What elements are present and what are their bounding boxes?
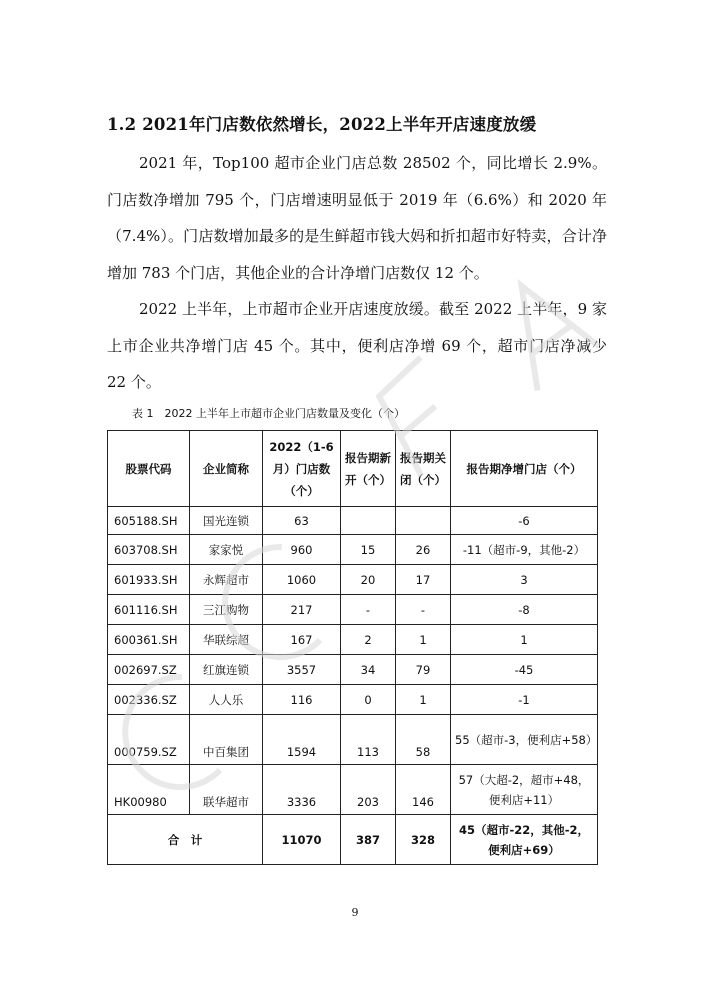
- cell-code: 600361.SH: [108, 625, 190, 655]
- cell-opened: 0: [341, 685, 396, 715]
- table-row: [108, 625, 598, 655]
- table-row: [108, 565, 598, 595]
- cell-name: 中百集团: [190, 715, 263, 765]
- cell-closed: 146: [396, 765, 451, 815]
- cell-opened: 2: [341, 625, 396, 655]
- cell-code: 605188.SH: [108, 507, 190, 535]
- table-row: [108, 507, 598, 535]
- cell-name: 国光连锁: [190, 507, 263, 535]
- header-company-name: 企业简称: [190, 431, 263, 507]
- cell-closed: 1: [396, 685, 451, 715]
- total-stores: 11070: [263, 815, 341, 865]
- cell-stores: 217: [263, 595, 341, 625]
- cell-net: -6: [451, 507, 598, 535]
- cell-stores: 1060: [263, 565, 341, 595]
- cell-code: 002697.SZ: [108, 655, 190, 685]
- total-label: 合 计: [108, 815, 263, 865]
- cell-stores: 3557: [263, 655, 341, 685]
- cell-opened: 15: [341, 535, 396, 565]
- cell-opened: -: [341, 595, 396, 625]
- cell-code: 002336.SZ: [108, 685, 190, 715]
- cell-net: 1: [451, 625, 598, 655]
- header-net-change: 报告期净增门店（个）: [451, 431, 598, 507]
- cell-closed: 58: [396, 715, 451, 765]
- store-count-table: [107, 430, 598, 865]
- cell-name: 人人乐: [190, 685, 263, 715]
- cell-name: 三江购物: [190, 595, 263, 625]
- cell-closed: 79: [396, 655, 451, 685]
- cell-code: 601116.SH: [108, 595, 190, 625]
- cell-code: 601933.SH: [108, 565, 190, 595]
- cell-opened: 113: [341, 715, 396, 765]
- cell-name: 红旗连锁: [190, 655, 263, 685]
- cell-net: -45: [451, 655, 598, 685]
- header-store-count: 2022（1-6月）门店数（个）: [263, 431, 341, 507]
- table-row: [108, 765, 598, 815]
- cell-net: 57（大超-2，超市+48，便利店+11）: [451, 765, 598, 815]
- cell-opened: 20: [341, 565, 396, 595]
- paragraph-1-text: 2021 年，Top100 超市企业门店总数 28502 个，同比增长 2.9%。门店数净增加 795 个，门店增速明显低于 2019 年（6.6%）和 2020 年（7.4%）。门店数增加最多的是生鲜超市钱大妈和折扣超市好特卖，合计净增加 783 个门店，其他企业的合计净增门店数仅 12 个。: [107, 154, 607, 282]
- cell-closed: 26: [396, 535, 451, 565]
- header-opened: 报告期新开（个）: [341, 431, 396, 507]
- cell-opened: 203: [341, 765, 396, 815]
- table-caption: 表 1 2022 上半年上市超市企业门店数量及变化（个）: [132, 407, 405, 420]
- cell-stores: 1594: [263, 715, 341, 765]
- table-total-row: [108, 815, 598, 865]
- page-number: 9: [351, 906, 359, 919]
- paragraph-2: [107, 291, 607, 401]
- header-closed: 报告期关闭（个）: [396, 431, 451, 507]
- cell-closed: 1: [396, 625, 451, 655]
- total-closed: 328: [396, 815, 451, 865]
- total-opened: 387: [341, 815, 396, 865]
- table-row: [108, 655, 598, 685]
- cell-stores: 167: [263, 625, 341, 655]
- cell-net: -1: [451, 685, 598, 715]
- cell-code: 603708.SH: [108, 535, 190, 565]
- cell-stores: 63: [263, 507, 341, 535]
- table-row: [108, 595, 598, 625]
- cell-closed: 17: [396, 565, 451, 595]
- paragraph-1: [107, 145, 607, 291]
- cell-stores: 116: [263, 685, 341, 715]
- cell-name: 联华超市: [190, 765, 263, 815]
- cell-name: 华联综超: [190, 625, 263, 655]
- header-stock-code: 股票代码: [108, 431, 190, 507]
- cell-stores: 960: [263, 535, 341, 565]
- cell-name: 永辉超市: [190, 565, 263, 595]
- cell-stores: 3336: [263, 765, 341, 815]
- cell-net: -8: [451, 595, 598, 625]
- cell-closed: -: [396, 595, 451, 625]
- cell-name: 家家悦: [190, 535, 263, 565]
- total-net: 45（超市-22，其他-2，便利店+69）: [451, 815, 598, 865]
- cell-code: HK00980: [108, 765, 190, 815]
- paragraph-2-text: 2022 上半年，上市超市企业开店速度放缓。截至 2022 上半年，9 家上市企业共净增门店 45 个。其中，便利店净增 69 个，超市门店净减少 22 个。: [107, 300, 607, 391]
- cell-net: 55（超市-3，便利店+58）: [451, 715, 598, 765]
- cell-opened: [341, 507, 396, 535]
- cell-opened: 34: [341, 655, 396, 685]
- cell-closed: [396, 507, 451, 535]
- cell-net: -11（超市-9，其他-2）: [451, 535, 598, 565]
- cell-code: 000759.SZ: [108, 715, 190, 765]
- table-row: [108, 535, 598, 565]
- cell-net: 3: [451, 565, 598, 595]
- table-row: [108, 715, 598, 765]
- table-row: [108, 685, 598, 715]
- section-heading: 1.2 2021年门店数依然增长，2022上半年开店速度放缓: [107, 115, 537, 134]
